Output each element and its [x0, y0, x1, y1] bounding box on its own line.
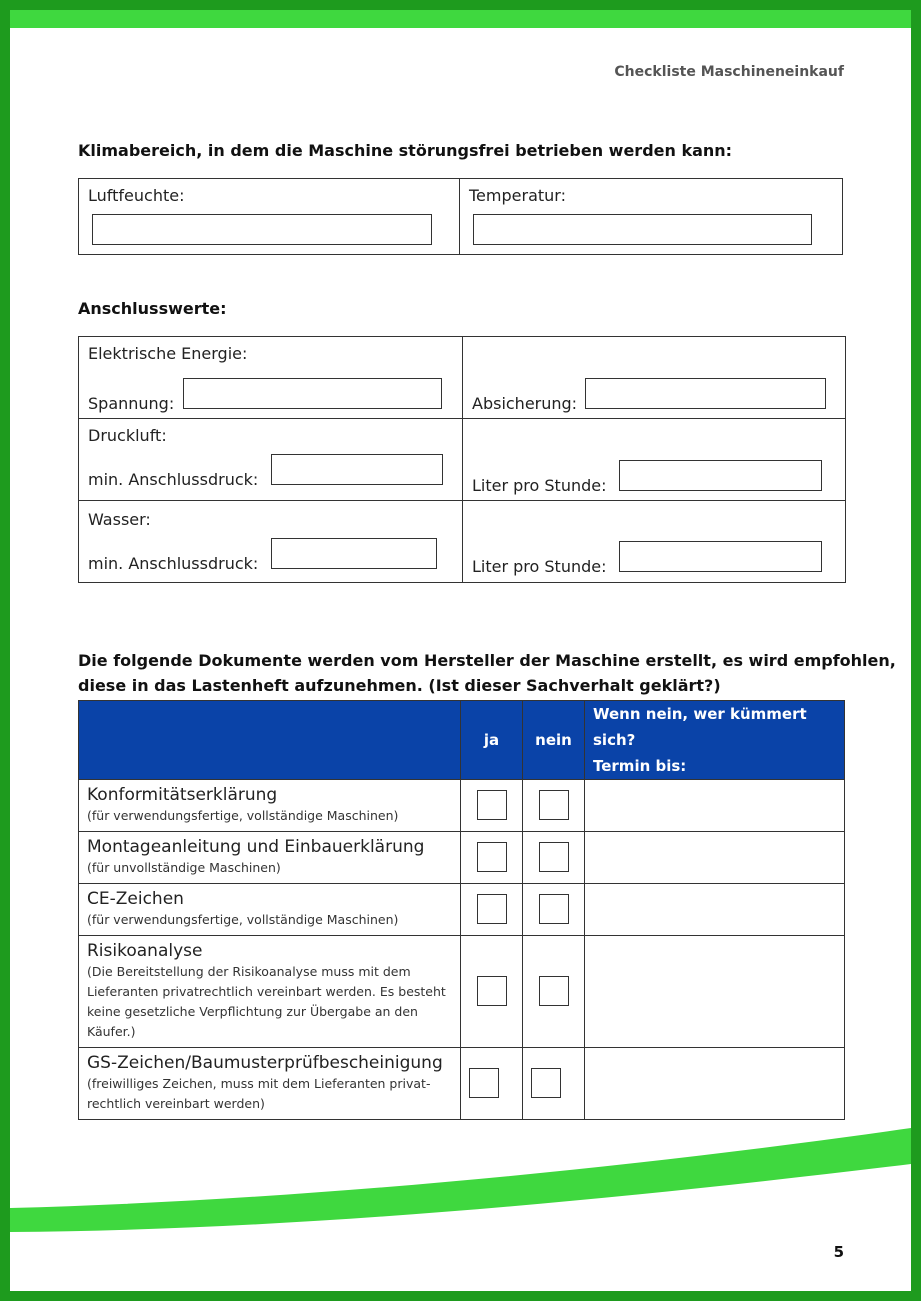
air-pressure-field[interactable]	[271, 454, 443, 485]
temperature-field[interactable]	[473, 214, 812, 245]
row-description	[79, 1048, 461, 1120]
responsible-cell[interactable]	[585, 832, 845, 884]
water-pressure-field[interactable]	[271, 538, 437, 569]
page-number: 5	[833, 1243, 844, 1261]
col-responsible-line-2: Termin bis:	[593, 757, 687, 775]
voltage-label: Spannung:	[88, 394, 175, 413]
connections-row-line-1	[78, 418, 846, 419]
table-row	[79, 832, 845, 884]
no-cell	[523, 936, 585, 1048]
no-checkbox[interactable]	[539, 790, 569, 820]
no-cell	[523, 832, 585, 884]
water-pressure-label: min. Anschlussdruck:	[88, 554, 259, 573]
col-no-header: nein	[523, 701, 585, 780]
yes-checkbox[interactable]	[477, 894, 507, 924]
yes-cell	[461, 884, 523, 936]
documents-heading	[78, 648, 896, 698]
air-label: Druckluft:	[88, 426, 167, 445]
row-description	[79, 780, 461, 832]
yes-checkbox[interactable]	[477, 976, 507, 1006]
col-responsible-header	[585, 701, 845, 780]
row-title: GS-Zeichen/Baumusterprüfbescheinigung	[87, 1053, 443, 1073]
header-title: Checkliste Maschineneinkauf	[614, 64, 844, 80]
no-cell	[523, 884, 585, 936]
table-row	[79, 936, 845, 1048]
no-cell	[523, 1048, 585, 1120]
documents-heading-line-1: Die folgende Dokumente werden vom Hersteller der Maschine erstellt, es wird empfohlen,	[78, 651, 896, 670]
water-label: Wasser:	[88, 510, 151, 529]
yes-cell	[461, 780, 523, 832]
table-row	[79, 780, 845, 832]
no-checkbox[interactable]	[539, 976, 569, 1006]
yes-cell	[461, 832, 523, 884]
yes-cell	[461, 936, 523, 1048]
row-title: Risikoanalyse	[87, 941, 203, 961]
row-title: Konformitätserklärung	[87, 785, 278, 805]
water-liters-field[interactable]	[619, 541, 822, 572]
connections-heading: Anschlusswerte:	[78, 299, 227, 318]
responsible-cell[interactable]	[585, 1048, 845, 1120]
yes-checkbox[interactable]	[469, 1068, 499, 1098]
humidity-label: Luftfeuchte:	[88, 186, 185, 205]
documents-header-empty	[79, 701, 461, 780]
row-description	[79, 936, 461, 1048]
yes-checkbox[interactable]	[477, 790, 507, 820]
air-pressure-label: min. Anschlussdruck:	[88, 470, 259, 489]
row-description	[79, 832, 461, 884]
no-cell	[523, 780, 585, 832]
row-title: Montageanleitung und Einbauerklärung	[87, 837, 425, 857]
responsible-cell[interactable]	[585, 780, 845, 832]
connections-row-line-2	[78, 500, 846, 501]
documents-header-row	[79, 701, 845, 780]
row-note: (freiwilliges Zeichen, muss mit dem Lieferanten privat-rechtlich vereinbart werden)	[87, 1076, 431, 1111]
row-note: (für verwendungsfertige, vollständige Maschinen)	[87, 808, 399, 823]
documents-table	[78, 700, 845, 1120]
yes-cell	[461, 1048, 523, 1120]
air-liters-field[interactable]	[619, 460, 822, 491]
no-checkbox[interactable]	[531, 1068, 561, 1098]
no-checkbox[interactable]	[539, 894, 569, 924]
row-description	[79, 884, 461, 936]
climate-divider	[459, 178, 460, 255]
no-checkbox[interactable]	[539, 842, 569, 872]
fuse-label: Absicherung:	[472, 394, 578, 413]
table-row	[79, 884, 845, 936]
connections-divider	[462, 336, 463, 583]
electric-label: Elektrische Energie:	[88, 344, 248, 363]
row-note: (für unvollständige Maschinen)	[87, 860, 281, 875]
voltage-field[interactable]	[183, 378, 442, 409]
table-row	[79, 1048, 845, 1120]
documents-heading-line-2: diese in das Lastenheft aufzunehmen. (Ist dieser Sachverhalt geklärt?)	[78, 676, 721, 695]
bottom-green-swoosh	[10, 1120, 911, 1240]
air-liters-label: Liter pro Stunde:	[472, 476, 607, 495]
top-green-band	[10, 10, 911, 28]
col-responsible-line-1: Wenn nein, wer kümmert sich?	[593, 705, 807, 749]
col-yes-header: ja	[461, 701, 523, 780]
yes-checkbox[interactable]	[477, 842, 507, 872]
responsible-cell[interactable]	[585, 936, 845, 1048]
row-title: CE-Zeichen	[87, 889, 184, 909]
document-page	[10, 10, 911, 1291]
fuse-field[interactable]	[585, 378, 826, 409]
climate-heading: Klimabereich, in dem die Maschine störungsfrei betrieben werden kann:	[78, 141, 733, 160]
row-note: (für verwendungsfertige, vollständige Maschinen)	[87, 912, 399, 927]
responsible-cell[interactable]	[585, 884, 845, 936]
temperature-label: Temperatur:	[469, 186, 566, 205]
water-liters-label: Liter pro Stunde:	[472, 557, 607, 576]
row-note: (Die Bereitstellung der Risikoanalyse muss mit dem Lieferanten privatrechtlich vereinbart werden. Es besteht keine gesetzliche Verpflichtung zur Übergabe an den Käufer.)	[87, 964, 446, 1039]
humidity-field[interactable]	[92, 214, 432, 245]
